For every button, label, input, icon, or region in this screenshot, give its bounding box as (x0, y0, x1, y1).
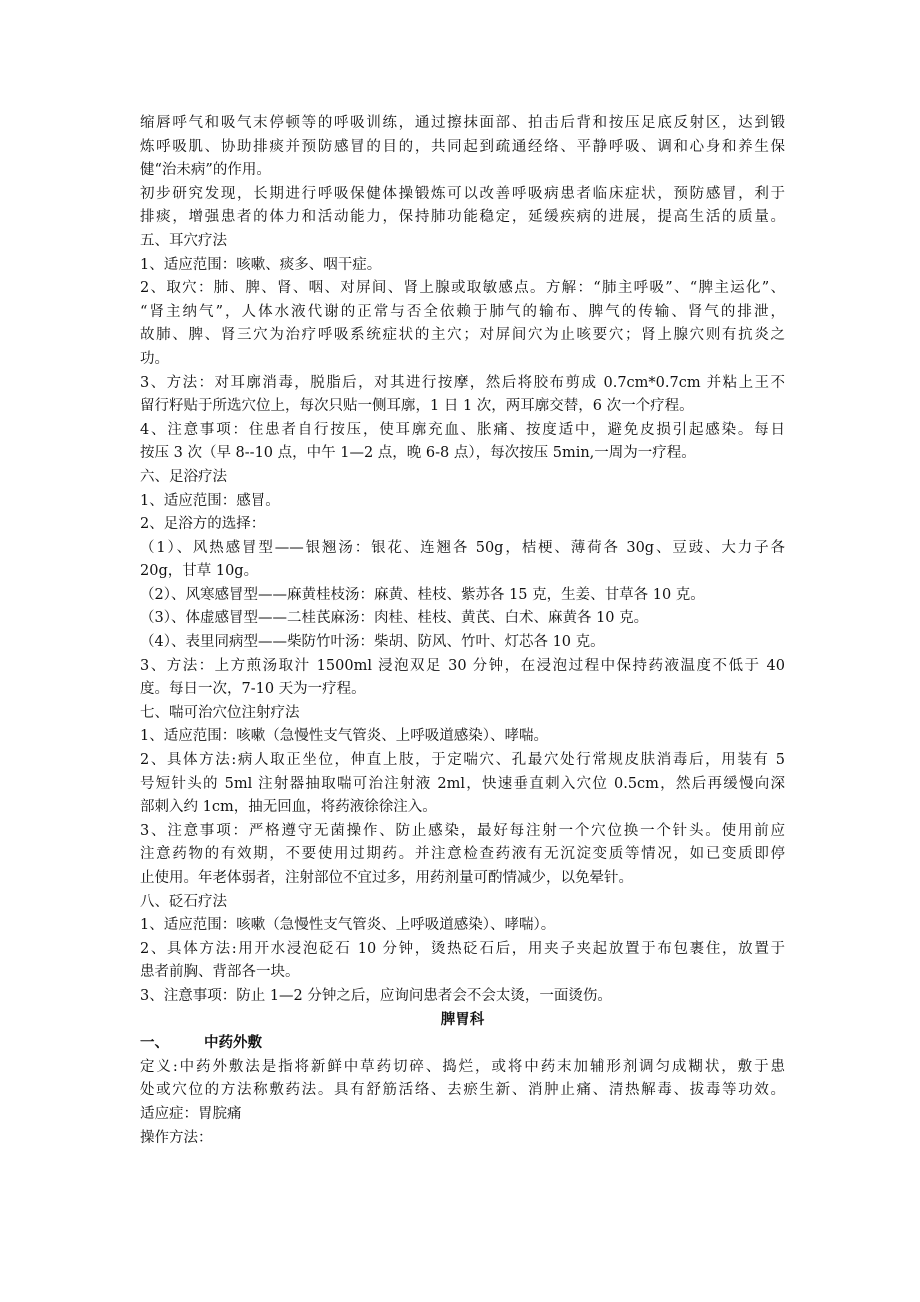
text-line: 1、适应范围：感冒。 (140, 492, 280, 509)
text-line: 2、具体方法:病人取正坐位，伸直上肢，于定喘穴、孔最穴处行常规皮肤消毒后，用装有 5 (140, 752, 785, 769)
text-line: 3、注意事项：防止 1—2 分钟之后，应询问患者会不会太烫，一面烫伤。 (140, 987, 612, 1004)
text-line: 初步研究发现，长期进行呼吸保健体操锻炼可以改善呼吸病患者临床症状，预防感冒，利于 (140, 185, 785, 202)
text-line: 1、适应范围：咳嗽（急慢性支气管炎、上呼吸道感染）、哮喘）。 (140, 917, 556, 934)
text-line: 部刺入约 1cm，抽无回血，将药液徐徐注入。 (140, 799, 437, 816)
text-line: 健“治未病”的作用。 (140, 162, 271, 179)
text-line: 适应症：胃脘痛 (140, 1105, 242, 1122)
text-line: 1、适应范围：咳嗽（急慢性支气管炎、上呼吸道感染）、哮喘。 (140, 728, 548, 745)
text-line: 七、喘可治穴位注射疗法 (140, 704, 300, 721)
text-line: 按压 3 次（早 8--10 点，中午 1—2 点，晚 6-8 点），每次按压 5min,一周为一疗程。 (140, 445, 696, 462)
text-line: 注意药物的有效期，不要使用过期药。并注意检查药液有无沉淀变质等情况，如已变质即停 (140, 846, 785, 863)
text-line: 缩唇呼气和吸气末停顿等的呼吸训练，通过擦抹面部、拍击后背和按压足底反射区，达到锻 (140, 115, 785, 131)
text-line: 1、适应范围：咳嗽、痰多、咽干症。 (140, 256, 382, 273)
section-number: 一、 (140, 1035, 169, 1052)
text-line: 操作方法： (140, 1129, 213, 1146)
section-heading (140, 1032, 785, 1056)
text-line: 六、足浴疗法 (140, 468, 227, 485)
text-line: 炼呼吸肌、协助排痰并预防感冒的目的，共同起到疏通经络、平静呼吸、调和心身和养生保 (140, 138, 785, 155)
document-tail (140, 1056, 785, 1150)
text-line: 4、注意事项：住患者自行按压，使耳廓充血、胀痛、按度适中，避免皮损引起感染。每日 (140, 421, 785, 438)
text-line: 20g，甘草 10g。 (140, 563, 259, 580)
document-body (140, 112, 785, 1009)
text-line: 号短针头的 5ml 注射器抽取喘可治注射液 2ml，快速垂直刺入穴位 0.5cm，然后再缓慢向深 (140, 775, 785, 792)
text-line: 3、方法：对耳廓消毒，脱脂后，对其进行按摩，然后将胶布剪成 0.7cm*0.7cm 并粘上王不 (140, 374, 785, 391)
text-line: （1）、风热感冒型——银翘汤：银花、连翘各 50g，桔梗、薄荷各 30g、豆豉、大力子各 (140, 539, 785, 556)
text-line: 度。每日一次，7-10 天为一疗程。 (140, 681, 366, 698)
text-line: “肾主纳气”，人体水液代谢的正常与否全依赖于肺气的输布、脾气的传输、肾气的排泄， (140, 303, 785, 320)
text-line: 3、方法：上方煎汤取汁 1500ml 浸泡双足 30 分钟，在浸泡过程中保持药液温度不低于 40 (140, 657, 785, 674)
text-line: （4）、表里同病型——柴防竹叶汤：柴胡、防风、竹叶、灯芯各 10 克。 (140, 634, 605, 651)
text-line: 五、耳穴疗法 (140, 232, 227, 249)
text-line: 八、砭石疗法 (140, 893, 227, 910)
document-page (140, 112, 785, 1150)
text-line: 功。 (140, 350, 169, 367)
text-line: 患者前胸、背部各一块。 (140, 964, 300, 981)
text-line: （2）、风寒感冒型——麻黄桂枝汤：麻黄、桂枝、紫苏各 15 克，生姜、甘草各 10 克。 (140, 586, 705, 603)
text-line: 定义:中药外敷法是指将新鲜中草药切碎、捣烂，或将中药末加辅形剂调匀成糊状，敷于患 (140, 1058, 785, 1075)
department-title: 脾胃科 (440, 1011, 485, 1028)
text-line: 2、取穴：肺、脾、肾、咽、对屏间、肾上腺或取敏感点。方解：“肺主呼吸”、“脾主运化”、 (140, 280, 785, 297)
text-line: 2、具体方法:用开水浸泡砭石 10 分钟，烫热砭石后，用夹子夹起放置于布包裹住，放置于 (140, 940, 785, 957)
text-line: 排痰，增强患者的体力和活动能力，保持肺功能稳定，延缓疾病的进展，提高生活的质量。 (140, 209, 785, 226)
text-line: 2、足浴方的选择： (140, 516, 266, 533)
text-line: 止使用。年老体弱者，注射部位不宜过多，用药剂量可酌情减少，以免晕针。 (140, 870, 633, 886)
text-line: （3）、体虚感冒型——二桂芪麻汤：肉桂、桂枝、黄芪、白术、麻黄各 10 克。 (140, 610, 649, 627)
text-line: 3、注意事项：严格遵守无菌操作、防止感染，最好每注射一个穴位换一个针头。使用前应 (140, 822, 785, 839)
section-title: 中药外敷 (204, 1035, 262, 1052)
text-line: 故肺、脾、肾三穴为治疗呼吸系统症状的主穴；对屏间穴为止咳要穴；肾上腺穴则有抗炎之 (140, 327, 785, 344)
text-line: 留行籽贴于所选穴位上，每次只贴一侧耳廓，1 日 1 次，两耳廓交替，6 次一个疗程。 (140, 398, 694, 415)
text-line: 处或穴位的方法称敷药法。具有舒筋活络、去瘀生新、消肿止痛、清热解毒、拔毒等功效。 (140, 1082, 785, 1099)
